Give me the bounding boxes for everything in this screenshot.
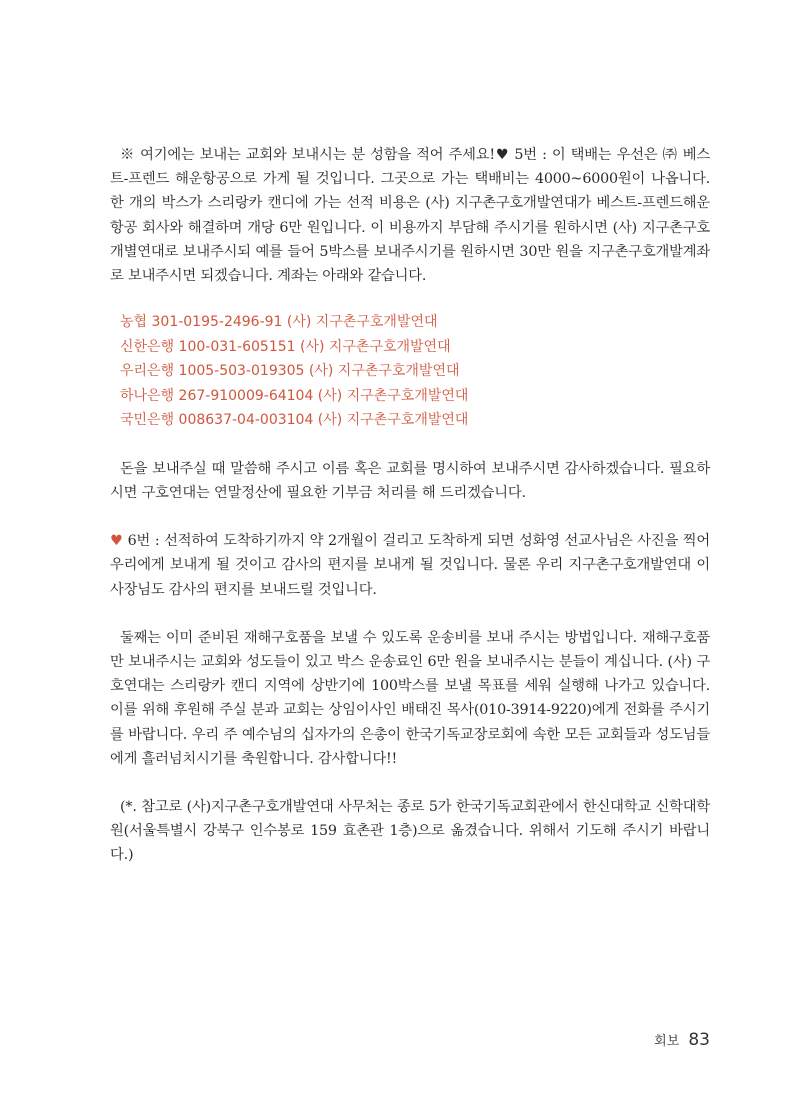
- paragraph-step-six: [110, 529, 710, 602]
- page-footer: [654, 1030, 710, 1050]
- bank-account-shinhan: 신한은행 100-031-605151 (사) 지구촌구호개발연대: [120, 338, 451, 355]
- bank-account-nonghyup: 농협 301-0195-2496-91 (사) 지구촌구호개발연대: [120, 314, 438, 331]
- paragraph-donation-note: 돈을 보내주실 때 말씀해 주시고 이름 혹은 교회를 명시하여 보내주시면 감사하겠습니다. 필요하시면 구호연대는 연말정산에 필요한 기부금 처리를 해 드리겠습니다.: [110, 460, 710, 501]
- bank-account-hana: 하나은행 267-910009-64104 (사) 지구촌구호개발연대: [120, 387, 469, 404]
- paragraph-sending-instructions: ※ 여기에는 보내는 교회와 보내시는 분 성함을 적어 주세요!♥ 5번 : 이 택배는 우선은 ㈜ 베스트-프렌드 해운항공으로 가게 될 것입니다. 그곳으로 가는 택배비는 4000~6000원이 나옵니다. 한 개의 박스가 스리랑카 캔디에 가는 선적 비용은 (사) 지구촌구호개발연대가 베스트-프렌드해운항공 회사와 해결하며 개당 6만 원입니다. 이 비용까지 부담해 주시기를 원하시면 (사) 지구촌구호개별연대로 보내주시되 예를 들어 5박스를 보내주시기를 원하시면 30만 원을 지구촌구호개발계좌로 보내주시면 되겠습니다. 계좌는 아래와 같습니다.: [110, 147, 710, 285]
- bank-account-list: [110, 310, 710, 433]
- document-body: [110, 143, 710, 868]
- footer-label: 회보: [654, 1034, 680, 1049]
- page-number: 83: [688, 1030, 710, 1050]
- bank-account-woori: 우리은행 1005-503-019305 (사) 지구촌구호개발연대: [120, 363, 460, 380]
- paragraph-office-notice: (*. 참고로 (사)지구촌구호개발연대 사무처는 종로 5가 한국기독교회관에서 한신대학교 신학대학원(서울특별시 강북구 인수봉로 159 효촌관 1층)으로 옮겼습니다. 위해서 기도해 주시기 바랍니다.): [110, 798, 710, 864]
- paragraph-shipping-cost: 둘째는 이미 준비된 재해구호품을 보낼 수 있도록 운송비를 보내 주시는 방법입니다. 재해구호품만 보내주시는 교회와 성도들이 있고 박스 운송료인 6만 원을 보내주시는 분들이 계십니다. (사) 구호연대는 스리랑카 캔디 지역에 상반기에 100박스를 보낼 목표를 세워 실행해 나가고 있습니다. 이를 위해 후원해 주실 분과 교회는 상임이사인 배태진 목사(010-3914-9220)에게 전화를 주시기를 바랍니다. 우리 주 예수님의 십자가의 은총이 한국기독교장로회에 속한 모든 교회들과 성도님들에게 흘러넘치시기를 축원합니다. 감사합니다!!: [110, 629, 710, 767]
- bank-account-kookmin: 국민은행 008637-04-003104 (사) 지구촌구호개발연대: [120, 412, 469, 429]
- paragraph-step-six-text: 6번 : 선적하여 도착하기까지 약 2개월이 걸리고 도착하게 되면 성화영 선교사님은 사진을 찍어 우리에게 보내게 될 것이고 감사의 편지를 보내게 될 것입니다. 물론 우리 지구촌구호개발연대 이사장님도 감사의 편지를 보내드릴 것입니다.: [110, 533, 710, 598]
- heart-icon: ♥: [110, 533, 123, 550]
